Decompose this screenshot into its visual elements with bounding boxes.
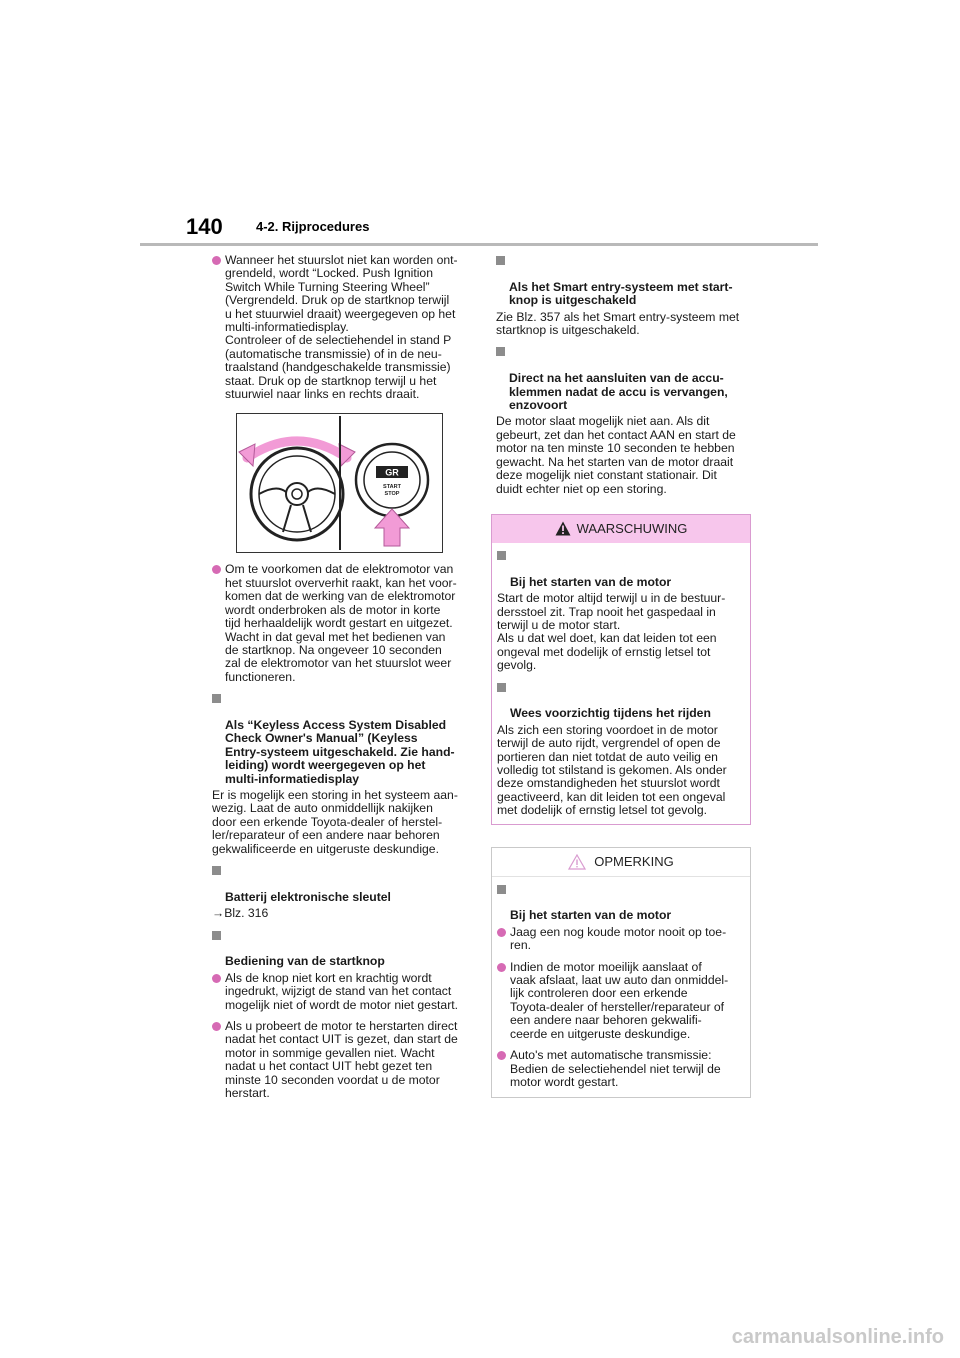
subheading: Bij het starten van de motor [497, 883, 746, 923]
start-label: START [383, 484, 401, 491]
bullet-item [212, 1020, 464, 1100]
subheading: Batterij elektronische sleutel [212, 864, 464, 904]
warning-title: WAARSCHUWING [576, 521, 688, 537]
note-box [491, 847, 751, 1099]
left-column [212, 254, 464, 1109]
warning-triangle-icon [555, 521, 571, 536]
paragraph: Er is mogelijk een storing in het systeem aan- wezig. Laat de auto onmiddellijk nakijken door een erkende Toyota-dealer of herstel- ler/reparateur of een andere naar behoren gekwalificeerde en uitgeruste deskundige. [212, 787, 458, 856]
bullet-item [212, 563, 464, 684]
square-bullet-icon [212, 931, 221, 940]
bullet-text: Als de knop niet kort en krachtig wordt ingedrukt, wijzigt de stand van het contact mogelijk niet of wordt de motor niet gestart. [225, 970, 459, 1012]
bullet-item [212, 972, 464, 1012]
paragraph: Zie Blz. 357 als het Smart entry-systeem met startknop is uitgeschakeld. [496, 309, 740, 338]
gr-badge: GR [385, 467, 399, 478]
subheading: Als het Smart entry-systeem met start- knop is uitgeschakeld [496, 254, 748, 308]
steering-wheel-start-button-figure [237, 414, 442, 552]
paragraph: Start de motor altijd terwijl u in de bestuur- dersstoel zit. Trap nooit het gaspedaal in terwijl u de motor start. Als u dat wel doet, kan dat leiden tot een ongeval met dodelijk of ernstig letsel tot gevolg. [497, 591, 726, 673]
warning-header [492, 515, 750, 543]
right-column [496, 254, 748, 1098]
subheading: Bediening van de startknop [212, 929, 464, 969]
bullet-item [497, 961, 746, 1041]
bullet-dot-icon [212, 974, 221, 983]
bullet-text: Indien de motor moeilijk aanslaat of vaak afslaat, laat uw auto dan onmiddel- lijk controleren door een erkende Toyota-dealer of hersteller/reparateur of een andere naar behoren gekwalifi- ceerde en uitgeruste deskundige. [510, 959, 729, 1041]
bullet-dot-icon [212, 256, 221, 265]
subheading: Direct na het aansluiten van de accu- klemmen nadat de accu is vervangen, enzovoort [496, 345, 748, 412]
square-bullet-icon [212, 866, 221, 875]
square-bullet-icon [497, 551, 506, 560]
note-body [492, 877, 750, 1098]
square-bullet-icon [496, 347, 505, 356]
page-reference: →Blz. 316 [212, 906, 269, 921]
stop-label: STOP [384, 491, 400, 498]
note-title: OPMERKING [594, 853, 674, 869]
bullet-dot-icon [212, 565, 221, 574]
square-bullet-icon [212, 694, 221, 703]
bullet-dot-icon [497, 928, 506, 937]
bullet-dot-icon [497, 1051, 506, 1060]
bullet-text: Auto's met automatische transmissie: Bedien de selectiehendel niet terwijl de motor wordt gestart. [510, 1048, 721, 1089]
bullet-text: Wanneer het stuurslot niet kan worden ont- grendeld, wordt “Locked. Push Ignition Switch While Turning Steering Wheel” (Vergrendeld. Druk op de startknop terwijl u het stuurwiel draait) weergegeven op het multi-informatiedisplay. Controleer of de selectiehendel in stand P (automatische transmissie) of in de neu- traalstand (handgeschakelde transmissie) staat. Druk op de startknop terwijl u het stuurwiel naar links en rechts draait. [225, 253, 458, 402]
square-bullet-icon [497, 885, 506, 894]
note-header [492, 848, 750, 877]
subheading: Bij het starten van de motor [497, 549, 746, 589]
notice-triangle-icon [568, 854, 586, 870]
bullet-item [212, 254, 464, 401]
warning-box [491, 514, 751, 825]
header-divider [140, 243, 818, 246]
subheading: Wees voorzichtig tijdens het rijden [497, 681, 746, 721]
square-bullet-icon [496, 256, 505, 265]
page-number: 140 [186, 214, 223, 239]
bullet-dot-icon [212, 1022, 221, 1031]
bullet-text: Als u probeert de motor te herstarten direct nadat het contact UIT is gezet, dan start de motor in sommige gevallen niet. Wacht nadat u het contact UIT hebt gezet ten minste 10 seconden voordat u de motor herstart. [225, 1019, 458, 1101]
paragraph: De motor slaat mogelijk niet aan. Als dit gebeurt, zet dan het contact AAN en start de motor na ten minste 10 seconden te hebben gewacht. Na het starten van de motor draait deze mogelijk niet constant stationair. Dit duidt echter niet op een storing. [496, 414, 736, 496]
bullet-item [497, 926, 746, 953]
bullet-dot-icon [497, 963, 506, 972]
warning-body [492, 543, 750, 824]
bullet-item [497, 1049, 746, 1089]
bullet-text: Jaag een nog koude motor nooit op toe- ren. [510, 924, 727, 953]
square-bullet-icon [497, 683, 506, 692]
steering-lock-illustration [236, 413, 443, 553]
subheading: Als “Keyless Access System Disabled Check Owner's Manual” (Keyless Entry-systeem uitgeschakeld. Zie hand- leiding) wordt weergegeven op het multi-informatiedisplay [212, 692, 464, 786]
paragraph: Als zich een storing voordoet in de motor terwijl de auto rijdt, vergrendel of open de portieren dan niet totdat de auto veilig en volledig tot stilstand is gekomen. Als onder deze omstandigheden het stuurslot wordt geactiveerd, kan dit leiden tot een ongeval met dodelijk of ernstig letsel tot gevolg. [497, 722, 727, 818]
bullet-text: Om te voorkomen dat de elektromotor van het stuurslot oververhit raakt, kan het voor- komen dat de werking van de elektromotor wordt onderbroken als de motor in korte tijd herhaaldelijk wordt gestart en uitgezet. Wacht in dat geval met het bedienen van de startknop. Na ongeveer 10 seconden zal de elektromotor van het stuurslot weer functioneren. [225, 562, 457, 684]
watermark: carmanualsonline.info [731, 1326, 944, 1348]
section-title: 4-2. Rijprocedures [256, 219, 370, 234]
